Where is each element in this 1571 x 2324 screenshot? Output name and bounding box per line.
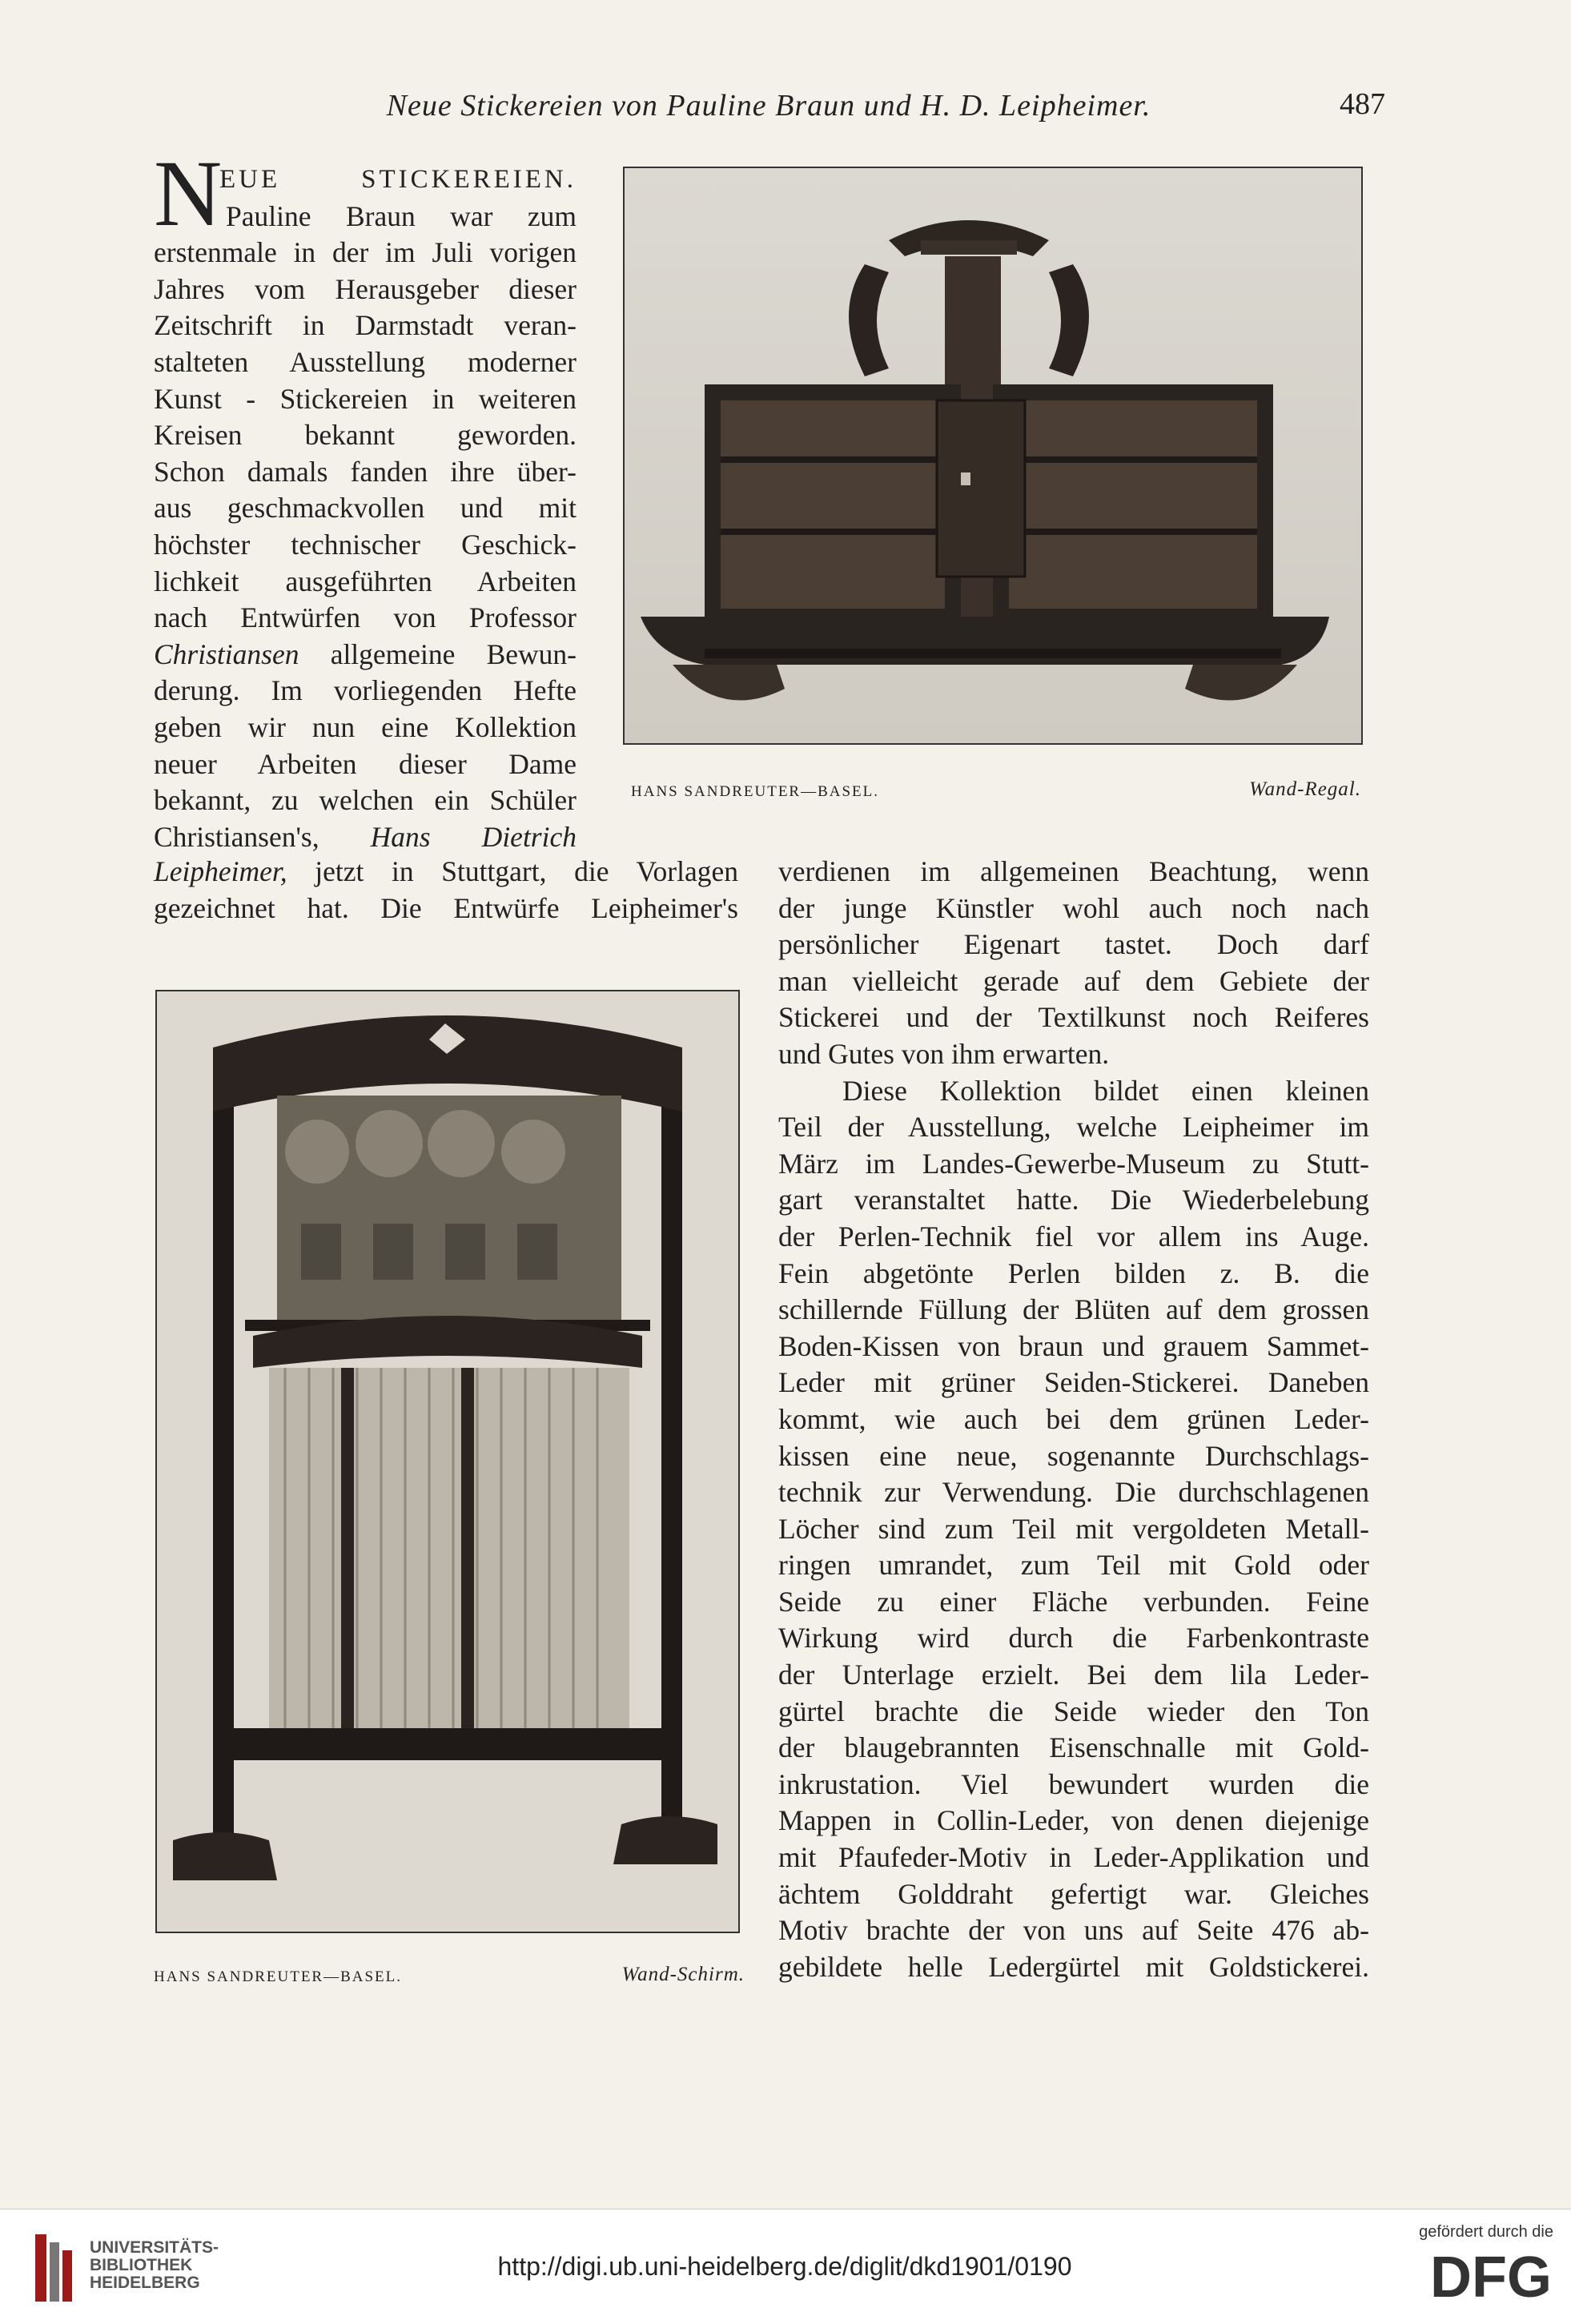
text-line: ringen umrandet, zum Teil mit Gold oder	[778, 1549, 1369, 1582]
christiansen-italic: Christiansen	[154, 637, 299, 670]
text-line: inkrustation. Viel bewundert wurden die	[778, 1767, 1369, 1800]
text-line: Pauline Braun war zum	[226, 199, 577, 232]
figure-caption-title: Wand-Regal.	[1249, 778, 1361, 800]
library-logo-icon	[35, 2234, 77, 2302]
dfg-logo-icon	[1400, 2247, 1552, 2303]
text-fragment: Christiansen's,	[154, 820, 319, 853]
screen-photo	[155, 990, 740, 1933]
text-line: neuer Arbeiten dieser Dame	[154, 747, 577, 780]
text-line: der junge Künstler wohl auch noch nach	[778, 891, 1369, 924]
article-column-right	[778, 854, 1369, 1985]
text-line: Motiv brachte der von uns auf Seite 476 ab-	[778, 1914, 1369, 1947]
text-line: der Unterlage erzielt. Bei dem lila Leder-	[778, 1659, 1369, 1691]
library-name	[90, 2239, 219, 2292]
article-continuation-left	[154, 854, 738, 927]
text-line: Boden-Kissen von braun und grauem Sammet-	[778, 1329, 1369, 1362]
text-line: gart veranstaltet hatte. Die Wiederbelebung	[778, 1184, 1369, 1216]
text-line: erstenmale in der im Juli vorigen	[154, 236, 577, 269]
wall-shelf-photo	[623, 167, 1363, 745]
page-number: 487	[1340, 87, 1385, 121]
text-line: der Perlen-Technik fiel vor allem ins Auge.	[778, 1220, 1369, 1252]
text-line: lichkeit ausgeführten Arbeiten	[154, 565, 577, 597]
text-line: Diese Kollektion bildet einen kleinen	[842, 1074, 1369, 1107]
figure-caption-artist: HANS SANDREUTER—BASEL.	[154, 1968, 403, 1985]
text-line: stalteten Ausstellung moderner	[154, 345, 577, 378]
text-line: Teil der Ausstellung, welche Leipheimer im	[778, 1111, 1369, 1144]
text-line: kommt, wie auch bei dem grünen Leder-	[778, 1402, 1369, 1435]
article-column-left	[154, 162, 577, 855]
text-line: nach Entwürfen von Professor	[154, 601, 577, 634]
text-line: Mappen in Collin-Leder, von denen diejenige	[778, 1804, 1369, 1837]
text-line: verdienen im allgemeinen Beachtung, wenn	[778, 855, 1369, 887]
text-line: Schon damals fanden ihre über-	[154, 455, 577, 488]
text-line: gebildete helle Ledergürtel mit Goldstickerei.	[778, 1950, 1369, 1983]
wall-shelf-illustration	[625, 168, 1361, 743]
text-line: ächtem Golddraht gefertigt war. Gleiches	[778, 1877, 1369, 1910]
author-name-italic: Hans Dietrich	[370, 820, 577, 853]
text-line: März im Landes-Gewerbe-Museum zu Stutt-	[778, 1147, 1369, 1180]
text-line: technik zur Verwendung. Die durchschlagenen	[778, 1476, 1369, 1509]
text-line: Kunst - Stickereien in weiteren	[154, 382, 577, 415]
text-line: Leder mit grüner Seiden-Stickerei. Daneben	[778, 1366, 1369, 1399]
text-line: aus geschmackvollen und mit	[154, 492, 577, 525]
funding-label: gefördert durch die	[1419, 2223, 1553, 2241]
text-line: Löcher sind zum Teil mit vergoldeten Metall-	[778, 1512, 1369, 1545]
text-line: Jahres vom Herausgeber dieser	[154, 272, 577, 305]
dfg-logo-text: DFG	[1430, 2247, 1552, 2303]
text-fragment: jetzt in Stuttgart, die Vorlagen	[315, 855, 738, 887]
figure-caption-artist: HANS SANDREUTER—BASEL.	[631, 783, 880, 800]
text-line: der blaugebrannten Eisenschnalle mit Gold-	[778, 1731, 1369, 1764]
text-line: Kreisen bekannt geworden.	[154, 419, 577, 452]
text-line: und Gutes von ihm erwarten.	[778, 1037, 1110, 1070]
text-line: bekannt, zu welchen ein Schüler	[154, 784, 577, 817]
text-line: derung. Im vorliegenden Hefte	[154, 674, 577, 707]
permalink-url[interactable]: http://digi.ub.uni-heidelberg.de/diglit/dkd1901/0190	[497, 2252, 1072, 2281]
text-line: Wirkung wird durch die Farbenkontraste	[778, 1622, 1369, 1655]
screen-illustration	[157, 991, 738, 1932]
text-line: mit Pfaufeder-Motiv in Leder-Applikation und	[778, 1841, 1369, 1874]
figure-caption-title: Wand-Schirm.	[621, 1964, 745, 1985]
text-line	[154, 819, 577, 856]
text-line: Stickerei und der Textilkunst noch Reiferes	[778, 1001, 1369, 1034]
text-line: Fein abgetönte Perlen bilden z. B. die	[778, 1256, 1369, 1289]
library-name-line: HEIDELBERG	[90, 2274, 200, 2292]
drop-cap: N	[154, 141, 223, 246]
running-title: Neue Stickereien von Pauline Braun und H. D. Leipheimer.	[386, 89, 1151, 123]
article-heading: EUE STICKEREIEN.	[219, 165, 577, 194]
text-line: kissen eine neue, sogenannte Durchschlags-	[778, 1439, 1369, 1472]
library-name-line: UNIVERSITÄTS-	[90, 2238, 219, 2257]
text-line: geben wir nun eine Kollektion	[154, 710, 577, 743]
text-line: höchster technischer Geschick-	[154, 528, 577, 561]
text-line: Seide zu einer Fläche verbunden. Feine	[778, 1585, 1369, 1618]
text-line: man vielleicht gerade auf dem Gebiete der	[778, 964, 1369, 997]
text-line: gürtel brachte die Seide wieder den Ton	[778, 1695, 1369, 1727]
text-line: gezeichnet hat. Die Entwürfe Leipheimer's	[154, 891, 738, 924]
library-name-line: BIBLIOTHEK	[90, 2256, 193, 2274]
text-line: Zeitschrift in Darmstadt veran-	[154, 309, 577, 342]
text-line: schillernde Füllung der Blüten auf dem grossen	[778, 1293, 1369, 1326]
text-line: persönlicher Eigenart tastet. Doch darf	[778, 928, 1369, 961]
text-line	[154, 854, 738, 891]
author-surname-italic: Leipheimer,	[154, 855, 287, 887]
text-line	[154, 637, 577, 673]
text-fragment: allgemeine Bewun-	[330, 637, 577, 670]
